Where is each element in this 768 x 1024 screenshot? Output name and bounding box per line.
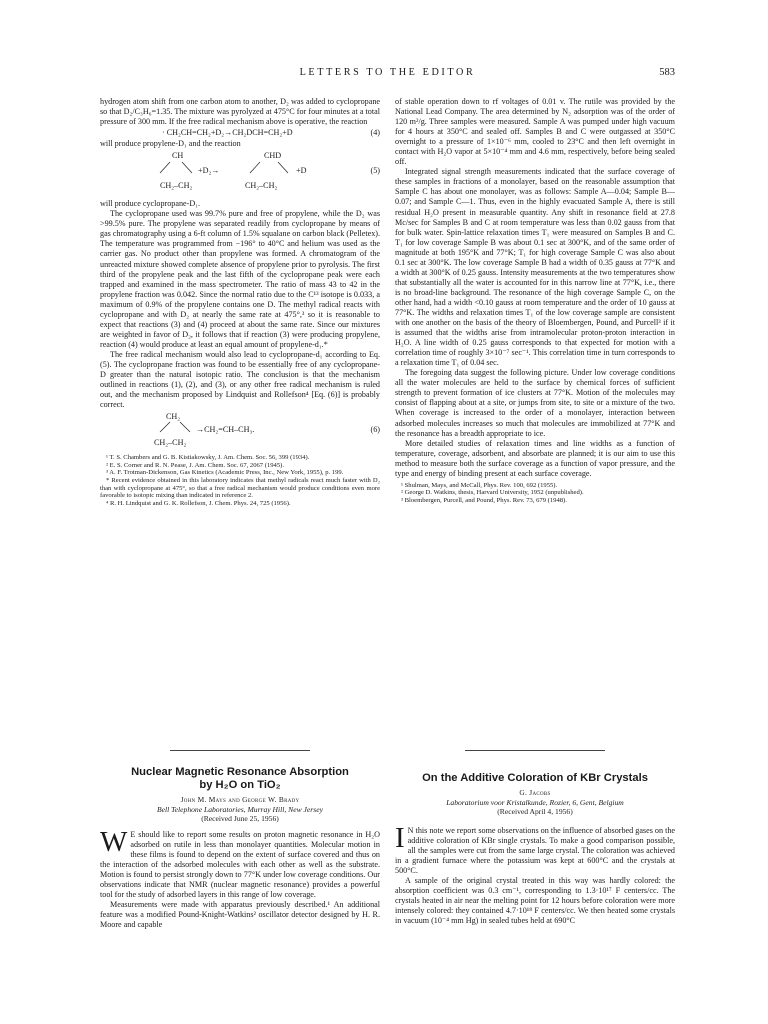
article-title-line: Nuclear Magnetic Resonance Absorption [131,766,349,778]
footnote: ³ Bloembergen, Purcell, and Pound, Phys. Rev. 73, 679 (1948). [401,496,567,504]
footnote: ⁴ R. H. Lindquist and G. K. Rollefson, J. Chem. Phys. 24, 725 (1956). [106,499,291,507]
structure-label: CH₂ [166,412,181,422]
equation-4 [100,128,380,138]
footnote: ² George D. Watkins, thesis, Harvard University, 1952 (unpublished). [401,489,584,497]
paragraph: hydrogen atom shift from one carbon atom to another, D₂ was added to cyclopropane so that D₂/C₃H₆=1.35. The mixture was pyrolyzed at 475°C for four minutes at a total pressure of 300 mm. If the free radical mechanism above is operative, the reaction [100,97,380,127]
paragraph: will produce propylene-D₁ and the reaction [100,139,241,149]
footnote: * Recent evidence obtained in this laboratory indicates that methyl radicals react much faster with D₂ than with cyclopropane at 475°, so that a free radical mechanism would produce conditions even more favorable to isotopic mixing than indicated in reference 2. [100,477,380,500]
structure-label: CH₂–CH₂ [245,181,278,191]
running-header [100,67,675,81]
paragraph: The cyclopropane used was 99.7% pure and free of propylene, while the D₂ was >99.5% pure. The propylene was separated readily from cyclopropane by means of gas chromatography using a 6-ft column of 1.5% squalane on carbon black (Pelletex). The temperature was programmed from −196° to 40°C and helium was used as the carrier gas. No product other than propylene was formed. A chromatogram of the unreacted mixture showed complete absence of propylene prior to pyrolysis. The first third of the propylene peak and the last fifth of the cyclopropane peak were each trapped and examined in the mass spectrometer. The ratio of mass 43 to 42 in the propylene fraction was 0.042. Since the normal ratio due to the C¹³ isotope is 0.033, a maximum of 0.9% of the propylene contains one D. The methyl radical reacts with cyclopropane and with D₂ at nearly the same rate at 475°,³ so it is reasonable to expect that reactions (3) and (4) proceed at about the same rate. Since our mixtures are weighted in favor of D₂, it follows that if reaction (3) were producing propylene, reaction (4) would produce at least an equal amount of propylene-d₁.* [100,209,380,349]
equation-5-structure [100,151,380,197]
structure-label: +D [296,166,307,176]
footnotes [395,482,675,505]
article-received-date: (Received April 4, 1956) [497,807,573,817]
equation-number: (4) [370,128,380,138]
equation-number: (5) [370,166,380,176]
equation-6-structure [100,412,380,452]
ring-bonds-graphic [100,151,380,197]
footnote: ² E. S. Corner and R. N. Pease, J. Am. Chem. Soc. 67, 2067 (1945). [106,461,284,469]
equation-text: · CH₂CH=CH₂+D₂→CH₂DCH=CH₂+D [162,128,293,138]
paragraph: The foregoing data suggest the following picture. Under low coverage conditions all the water molecules are held to the surface by chemical forces of sufficient strength to prevent formation of ice clusters at 77°K. Motion of the molecules may consist of flapping about at a site, or jumps from site, to site or a mixture of the two. When coverage is increased to the order of a monolayer, interaction between adsorbed molecules increases so much that molecules are immobilized at 77°K and the resonance has a breadth appropriate to ice. [395,368,675,438]
paragraph: Integrated signal strength measurements indicated that the surface coverage of these samples in fractions of a monolayer, based on the reasonable assumption that Sample C has about one monolayer, was as follows: Sample A—0.04; Sample B—0.07; and Sample C—1. Thus, even in the highly evacuated Sample A, there is still residual H₂O present in measurable quantity. Any shift in resonance field at 27.8 Mc/sec for Samples B and C at room temperature was less than 0.02 gauss from that for bulk water. Spin-lattice relaxation times T₁ were measured on Samples B and C. T₁ for low coverage Sample B was about 0.1 sec at 300°K, and of the same order of magnitude at both 195°K and 77°K; T₁ for high coverage Sample C was also about 0.1 sec at 300°K. The low coverage Sample B had a width of 0.35 gauss at 77°K and a width at 300°K of 0.25 gauss. Intensity measurements at the two temperatures show that substantially all the water is accounted for in this narrow line at 77°K, i.e., there is no broad-line background. The resonance of the high coverage Sample C, on the other hand, had a width <0.10 gauss at room temperature and the order of 10 gauss at 77°K. The widths and relaxation times T₁ of the low coverage sample are consistent with one another on the basis of the theory of Bloembergen, Pound, and Purcell³ if it is assumed that the widths arise from intramolecular proton-proton interaction in H₂O. A line width of 0.25 gauss corresponds to that expected for motion with a correlation time of roughly 3×10⁻⁷ sec⁻¹. This correlation time in turn corresponds to a relaxation time T₁ of 0.04 sec. [395,167,675,368]
drop-cap: W [100,826,128,859]
paragraph: will produce cyclopropane-D₁. [100,199,201,209]
paragraph [100,826,380,900]
footnotes [100,454,380,507]
article-authors: John M. Mays and George W. Brady [180,795,300,804]
footnote: ¹ T. S. Chambers and G. B. Kistiakowsky, J. Am. Chem. Soc. 56, 399 (1934). [106,454,310,462]
running-title: LETTERS TO THE EDITOR [299,67,476,78]
paragraph: The free radical mechanism would also lead to cyclopropane-d₁ according to Eq. (5). The cyclopropane fraction was found to be essentially free of any cyclopropane-D greater than the natural isotopic ratio. The conclusion is that the mechanism outlined in reactions (1), (2), and (3), or any other free radical mechanism is ruled out, and the mechanism proposed by Lindquist and Rollefson⁴ [Eq. (6)] is probably correct. [100,349,380,410]
footnote: ¹ Shulman, Mays, and McCall, Phys. Rev. 100, 692 (1955). [401,481,558,489]
right-column [395,97,675,737]
paragraph-text: E should like to report some results on proton magnetic resonance in H₂O adsorbed on rutile in less than monolayer quantities. Molecular motion in these films is found to depend on the extent of surface covered and thus on the interaction of the adsorbed molecules with each other as well as the substrate. Motion is found to persist strongly down to 77°K under low coverage conditions. Our observations indicate that NMR (nuclear magnetic resonance) provides a powerful tool for the study of adsorbed layers in this range of low coverage. [100,830,380,900]
article-nmr [100,766,380,1016]
article-affiliation: Bell Telephone Laboratories, Murray Hill, New Jersey [157,805,323,815]
structure-label: +D₂→ [198,166,220,176]
article-title-line: by H₂O on TiO₂ [199,779,281,791]
equation-number: (6) [370,425,380,435]
paragraph-text: N this note we report some observations on the influence of absorbed gases on the additive coloration of KBr single crystals. To make a good comparison possible, all the samples were cut from the same large crystal. The coloration was achieved in a gradient furnace where the potassium was kept at 600°C and the crystals at 500°C. [395,826,675,876]
structure-label: CH [172,151,184,161]
paragraph: of stable operation down to rf voltages of 0.01 v. The rutile was provided by the National Lead Company. The area determined by N₂ adsorption was of the order of 120 m²/g. Three samples were measured. Sample A was pumped under high vacuum for 4 hours at 350°C and sealed off. Samples B and C were outgassed at 350°C overnight to a pressure of 1×10⁻⁶ mm, cooled to 23°C and then left overnight in contact with H₂O vapor at 5×10⁻⁴ mm and 4.6 mm, respectively, before being sealed off. [395,97,675,167]
article-affiliation: Laboratorium voor Kristalkunde, Rozier, 6, Gent, Belgium [446,798,624,808]
article-kbr [395,766,675,1016]
article-title [100,766,380,792]
page-number: 583 [659,67,675,78]
paragraph: A sample of the original crystal treated in this way was hardly colored: the absorption coefficient was 0.3 cm⁻¹, corresponding to 1.3·10¹⁷ F centers/cc. The crystals heated in air near the melting point for 12 hours before coloration were more intensely colored: they contained 4.7·10¹⁸ F centers/cc. We then heated some crystals in vacuum (10⁻⁴ mm Hg) in sealed tubes held at 690°C [395,876,675,926]
article-title: On the Additive Coloration of KBr Crystals [422,772,648,784]
article-authors: G. Jacobs [519,788,551,797]
structure-label: CH₂–CH₂ [160,181,193,191]
paragraph: Measurements were made with apparatus previously described.¹ An additional feature was a modified Pound-Knight-Watkins² oscillator detector designed by H. R. Moore and capable [100,900,380,930]
section-divider [170,750,310,751]
drop-cap: I [395,822,405,855]
article-received-date: (Received June 25, 1956) [201,814,279,824]
paragraph: More detailed studies of relaxation times and line widths as a function of temperature, coverage, adsorbent, and absorbate are planned; it is our aim to use this method to measure both the surface coverage as a function of vapor pressure, and the type and energy of binding present at each surface coverage. [395,438,675,478]
structure-label: →CH₂=CH–CH₃. [196,425,255,435]
structure-label: CHD [264,151,282,161]
structure-label: CH₂–CH₂ [154,438,187,448]
footnote: ³ A. F. Trotman-Dickenson, Gas Kinetics (Academic Press, Inc., New York, 1955), p. 199. [106,469,344,477]
left-column [100,97,380,737]
paragraph [395,822,675,876]
section-divider [465,750,605,751]
